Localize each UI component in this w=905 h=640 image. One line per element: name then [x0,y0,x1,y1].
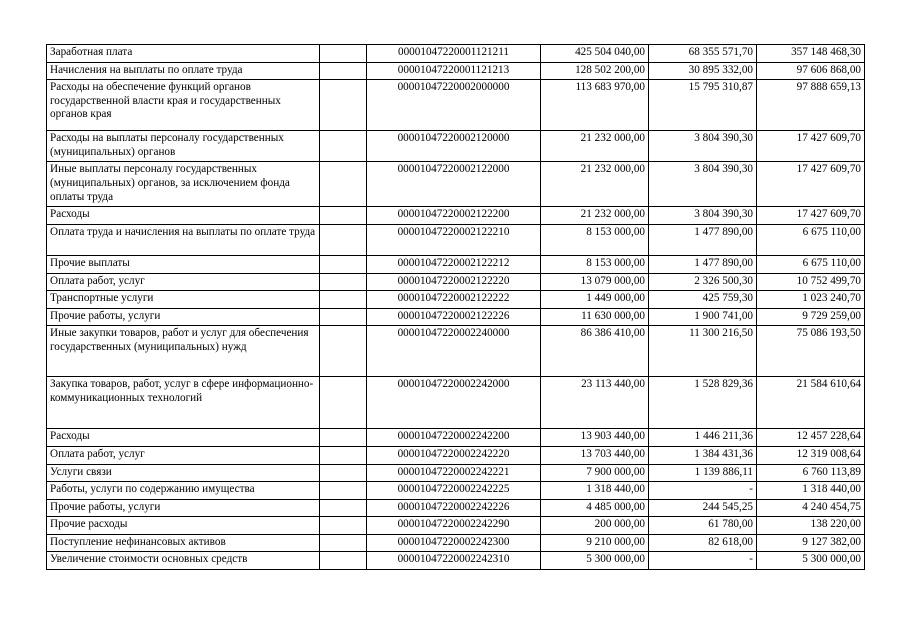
row-remaining-cell: 17 427 609,70 [757,207,865,225]
row-empty-cell [320,552,367,570]
row-name-cell: Закупка товаров, работ, услуг в сфере информационно-коммуникационных технологий [47,377,320,429]
row-code-cell: 00001047220002122210 [367,224,541,255]
row-approved-cell: 5 300 000,00 [541,552,649,570]
row-code-cell: 00001047220002122226 [367,308,541,326]
table-row [47,308,865,326]
row-empty-cell [320,482,367,500]
table-row [47,446,865,464]
row-approved-cell: 21 232 000,00 [541,131,649,162]
row-name-cell: Расходы на выплаты персоналу государственных (муниципальных) органов [47,131,320,162]
row-executed-cell: 1 528 829,36 [649,377,757,429]
row-empty-cell [320,464,367,482]
row-executed-cell: 1 477 890,00 [649,224,757,255]
row-empty-cell [320,429,367,447]
row-name-cell: Иные выплаты персоналу государственных (муниципальных) органов, за исключением фонда оплаты труда [47,162,320,207]
table-row [47,291,865,309]
row-empty-cell [320,224,367,255]
row-code-cell: 00001047220002120000 [367,131,541,162]
table-row [47,131,865,162]
row-remaining-cell: 9 127 382,00 [757,534,865,552]
row-empty-cell [320,273,367,291]
row-code-cell: 00001047220002122222 [367,291,541,309]
row-name-cell: Заработная плата [47,45,320,63]
row-code-cell: 00001047220002122220 [367,273,541,291]
row-executed-cell: 244 545,25 [649,499,757,517]
row-empty-cell [320,62,367,80]
row-name-cell: Поступление нефинансовых активов [47,534,320,552]
row-approved-cell: 9 210 000,00 [541,534,649,552]
row-code-cell: 00001047220001121213 [367,62,541,80]
row-approved-cell: 86 386 410,00 [541,326,649,377]
table-row [47,429,865,447]
row-executed-cell: 11 300 216,50 [649,326,757,377]
row-name-cell: Прочие выплаты [47,255,320,273]
row-approved-cell: 23 113 440,00 [541,377,649,429]
row-name-cell: Оплата работ, услуг [47,273,320,291]
row-name-cell: Увеличение стоимости основных средств [47,552,320,570]
row-code-cell: 00001047220002242225 [367,482,541,500]
table-row [47,517,865,535]
row-remaining-cell: 6 675 110,00 [757,224,865,255]
row-approved-cell: 8 153 000,00 [541,224,649,255]
row-executed-cell: 3 804 390,30 [649,131,757,162]
row-remaining-cell: 97 888 659,13 [757,80,865,131]
row-executed-cell: 61 780,00 [649,517,757,535]
row-remaining-cell: 357 148 468,30 [757,45,865,63]
row-code-cell: 00001047220002242226 [367,499,541,517]
table-row [47,377,865,429]
row-executed-cell: 1 139 886,11 [649,464,757,482]
row-code-cell: 00001047220002242300 [367,534,541,552]
row-remaining-cell: 10 752 499,70 [757,273,865,291]
table-row [47,499,865,517]
row-executed-cell: - [649,482,757,500]
row-remaining-cell: 75 086 193,50 [757,326,865,377]
row-remaining-cell: 17 427 609,70 [757,131,865,162]
row-empty-cell [320,255,367,273]
row-remaining-cell: 1 318 440,00 [757,482,865,500]
row-name-cell: Начисления на выплаты по оплате труда [47,62,320,80]
row-approved-cell: 425 504 040,00 [541,45,649,63]
row-code-cell: 00001047220001121211 [367,45,541,63]
row-name-cell: Транспортные услуги [47,291,320,309]
row-name-cell: Прочие расходы [47,517,320,535]
row-empty-cell [320,534,367,552]
row-code-cell: 00001047220002000000 [367,80,541,131]
row-code-cell: 00001047220002122200 [367,207,541,225]
row-executed-cell: 30 895 332,00 [649,62,757,80]
row-empty-cell [320,131,367,162]
row-code-cell: 00001047220002122212 [367,255,541,273]
row-remaining-cell: 9 729 259,00 [757,308,865,326]
row-name-cell: Оплата работ, услуг [47,446,320,464]
table-row [47,80,865,131]
table-row [47,62,865,80]
table-row [47,552,865,570]
row-executed-cell: 1 384 431,36 [649,446,757,464]
row-approved-cell: 8 153 000,00 [541,255,649,273]
row-executed-cell: 2 326 500,30 [649,273,757,291]
row-name-cell: Услуги связи [47,464,320,482]
row-empty-cell [320,499,367,517]
table-row [47,255,865,273]
row-executed-cell: 3 804 390,30 [649,207,757,225]
row-remaining-cell: 138 220,00 [757,517,865,535]
row-empty-cell [320,308,367,326]
row-empty-cell [320,377,367,429]
row-approved-cell: 113 683 970,00 [541,80,649,131]
row-approved-cell: 128 502 200,00 [541,62,649,80]
row-approved-cell: 11 630 000,00 [541,308,649,326]
row-remaining-cell: 12 457 228,64 [757,429,865,447]
row-remaining-cell: 97 606 868,00 [757,62,865,80]
row-empty-cell [320,45,367,63]
table-body [47,45,865,570]
row-name-cell: Прочие работы, услуги [47,308,320,326]
row-code-cell: 00001047220002242200 [367,429,541,447]
row-approved-cell: 13 903 440,00 [541,429,649,447]
row-remaining-cell: 6 675 110,00 [757,255,865,273]
row-remaining-cell: 6 760 113,89 [757,464,865,482]
row-name-cell: Расходы [47,207,320,225]
row-approved-cell: 21 232 000,00 [541,162,649,207]
row-executed-cell: 82 618,00 [649,534,757,552]
row-code-cell: 00001047220002242220 [367,446,541,464]
table-row [47,534,865,552]
row-empty-cell [320,80,367,131]
row-code-cell: 00001047220002242000 [367,377,541,429]
table-row [47,464,865,482]
row-name-cell: Прочие работы, услуги [47,499,320,517]
row-approved-cell: 1 449 000,00 [541,291,649,309]
row-name-cell: Расходы [47,429,320,447]
row-executed-cell: 15 795 310,87 [649,80,757,131]
table-row [47,482,865,500]
row-approved-cell: 7 900 000,00 [541,464,649,482]
row-approved-cell: 4 485 000,00 [541,499,649,517]
row-empty-cell [320,326,367,377]
row-executed-cell: 1 477 890,00 [649,255,757,273]
table-row [47,326,865,377]
table-row [47,45,865,63]
row-approved-cell: 1 318 440,00 [541,482,649,500]
row-approved-cell: 13 079 000,00 [541,273,649,291]
row-code-cell: 00001047220002122000 [367,162,541,207]
row-executed-cell: 425 759,30 [649,291,757,309]
row-code-cell: 00001047220002240000 [367,326,541,377]
row-empty-cell [320,517,367,535]
row-remaining-cell: 12 319 008,64 [757,446,865,464]
row-code-cell: 00001047220002242290 [367,517,541,535]
row-executed-cell: 1 446 211,36 [649,429,757,447]
row-name-cell: Иные закупки товаров, работ и услуг для обеспечения государственных (муниципальных) нужд [47,326,320,377]
row-name-cell: Расходы на обеспечение функций органов государственной власти края и государственных органов края [47,80,320,131]
table-row [47,224,865,255]
row-executed-cell: 68 355 571,70 [649,45,757,63]
row-empty-cell [320,446,367,464]
row-name-cell: Работы, услуги по содержанию имущества [47,482,320,500]
row-approved-cell: 21 232 000,00 [541,207,649,225]
budget-execution-table [46,44,865,570]
row-approved-cell: 200 000,00 [541,517,649,535]
row-remaining-cell: 4 240 454,75 [757,499,865,517]
row-executed-cell: - [649,552,757,570]
table-row [47,162,865,207]
row-code-cell: 00001047220002242310 [367,552,541,570]
row-remaining-cell: 1 023 240,70 [757,291,865,309]
row-code-cell: 00001047220002242221 [367,464,541,482]
row-remaining-cell: 17 427 609,70 [757,162,865,207]
row-remaining-cell: 5 300 000,00 [757,552,865,570]
table-row [47,207,865,225]
row-executed-cell: 1 900 741,00 [649,308,757,326]
row-executed-cell: 3 804 390,30 [649,162,757,207]
table-row [47,273,865,291]
row-remaining-cell: 21 584 610,64 [757,377,865,429]
row-empty-cell [320,207,367,225]
row-empty-cell [320,162,367,207]
row-empty-cell [320,291,367,309]
row-approved-cell: 13 703 440,00 [541,446,649,464]
row-name-cell: Оплата труда и начисления на выплаты по оплате труда [47,224,320,255]
